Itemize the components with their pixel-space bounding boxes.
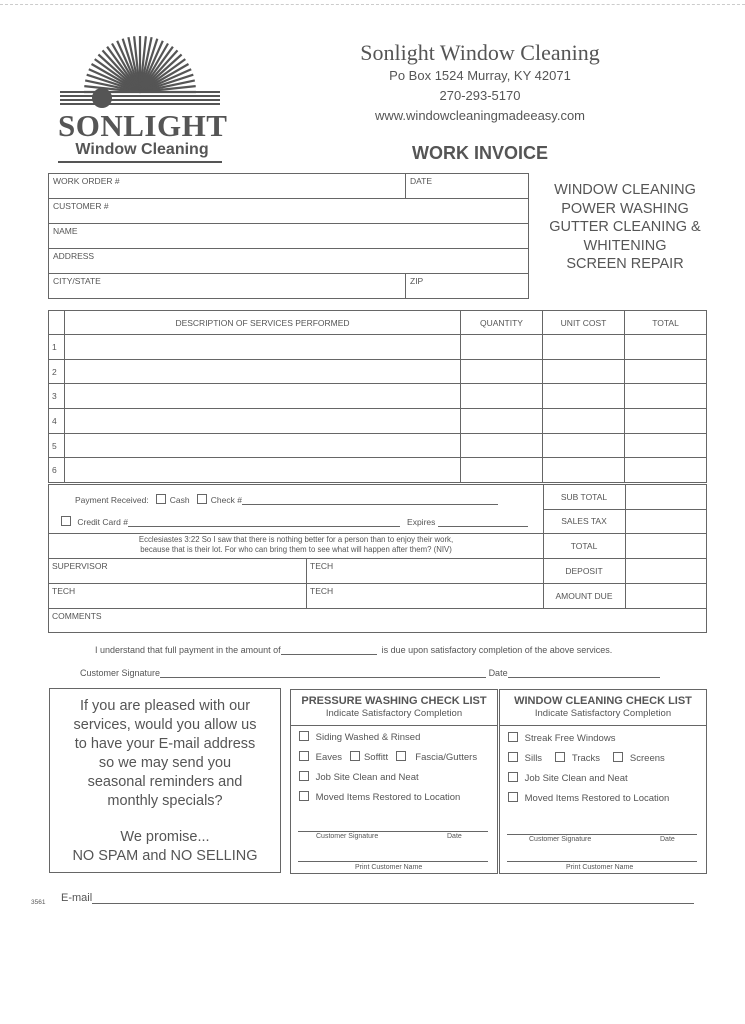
checklist-item: Job Site Clean and Neat xyxy=(508,772,628,784)
checklist-subtitle: Indicate Satisfactory Completion xyxy=(325,708,463,719)
address-field[interactable]: ADDRESS xyxy=(49,249,529,274)
no-spam-text: NO SPAM and NO SELLING xyxy=(72,848,258,864)
row-number: 2 xyxy=(49,359,65,384)
window-signature-line[interactable] xyxy=(507,834,697,835)
service-item: GUTTER CLEANING & xyxy=(549,219,701,235)
service-item: POWER WASHING xyxy=(561,200,689,217)
payment-section xyxy=(48,484,707,633)
comments-field[interactable]: COMMENTS xyxy=(52,611,102,621)
customer-info-table xyxy=(48,173,529,299)
bible-verse: Ecclesiastes 3:22 So I saw that there is nothing better for a person than to enjoy their work, because that is their lot. For who can bring them to see what will happen after them? (NIV) xyxy=(138,535,454,554)
payment-received-label: Payment Received: Cash Check # xyxy=(75,494,498,505)
page-top-edge xyxy=(0,4,745,5)
email-promo-box: If you are pleased with our services, would you allow us to have your E-mail address so we may send you seasonal reminders and monthly specials? We promise... NO SPAM and NO SELLING xyxy=(49,688,281,873)
service-item: SCREEN REPAIR xyxy=(566,256,684,272)
tracks-checkbox[interactable] xyxy=(555,752,565,762)
zip-field[interactable]: ZIP xyxy=(406,274,529,299)
customer-number-field[interactable]: CUSTOMER # xyxy=(49,199,529,224)
total-label: TOTAL xyxy=(570,541,598,551)
checklist-title: WINDOW CLEANING CHECK LIST xyxy=(514,695,692,707)
jobsite-checkbox[interactable] xyxy=(299,771,309,781)
sunrise-icon xyxy=(52,32,227,112)
checklist-title: PRESSURE WASHING CHECK LIST xyxy=(301,695,487,707)
services-table xyxy=(48,310,707,483)
cash-checkbox[interactable] xyxy=(156,494,166,504)
pressure-washing-checklist: PRESSURE WASHING CHECK LIST Indicate Satisfactory Completion Siding Washed & Rinsed Eaves Soffitt Fascia/Gutters Job Site Clean and Neat Moved Items Restored to Location Customer Signature Date Print Customer Name xyxy=(290,689,498,874)
checklist-item: Moved Items Restored to Location xyxy=(299,791,460,803)
sills-checkbox[interactable] xyxy=(508,752,518,762)
window-print-name-line[interactable] xyxy=(507,861,697,862)
checklist-item: Moved Items Restored to Location xyxy=(508,792,669,804)
row-number: 3 xyxy=(49,384,65,409)
siding-checkbox[interactable] xyxy=(299,731,309,741)
document-title: WORK INVOICE xyxy=(411,143,548,163)
name-field[interactable]: NAME xyxy=(49,224,529,249)
amount-line[interactable] xyxy=(281,654,377,655)
eaves-checkbox[interactable] xyxy=(299,751,309,761)
credit-card-checkbox[interactable] xyxy=(61,516,71,526)
logo-wordmark: SONLIGHT xyxy=(58,108,228,143)
row-number: 6 xyxy=(49,458,65,483)
tech-field[interactable]: TECH xyxy=(52,586,76,596)
tech-field[interactable]: TECH xyxy=(310,561,334,571)
company-logo xyxy=(52,32,227,164)
col-unit-cost: UNIT COST xyxy=(543,311,625,335)
email-line[interactable] xyxy=(92,903,694,904)
moved-items-checkbox[interactable] xyxy=(299,791,309,801)
check-number-line[interactable] xyxy=(242,504,498,505)
form-code: 3561 xyxy=(31,899,46,906)
city-state-field[interactable]: CITY/STATE xyxy=(49,274,406,299)
company-website: www.windowcleaningmadeeasy.com xyxy=(374,108,586,123)
check-checkbox[interactable] xyxy=(197,494,207,504)
company-name: Sonlight Window Cleaning xyxy=(360,40,600,65)
soffitt-checkbox[interactable] xyxy=(350,751,360,761)
moved-items-checkbox[interactable] xyxy=(508,792,518,802)
subtotal-label: SUB TOTAL xyxy=(560,492,608,502)
customer-signature-line[interactable] xyxy=(160,677,486,678)
amount-due-label: AMOUNT DUE xyxy=(555,591,613,601)
window-cleaning-checklist: WINDOW CLEANING CHECK LIST Indicate Satisfactory Completion Streak Free Windows Sills Tracks Screens Job Site Clean and Neat Moved Items Restored to Location Customer Signature Date Print Customer Name xyxy=(499,689,707,874)
logo-rule xyxy=(58,161,222,163)
jobsite-checkbox[interactable] xyxy=(508,772,518,782)
payment-agreement: I understand that full payment in the amount of is due upon satisfactory completion of the above services. xyxy=(95,645,613,655)
credit-card-line[interactable] xyxy=(128,526,400,527)
signature-row: Customer Signature Date xyxy=(80,668,660,678)
expires-line[interactable] xyxy=(438,526,528,527)
company-phone: 270-293-5170 xyxy=(439,88,521,103)
work-order-field[interactable]: WORK ORDER # xyxy=(49,174,406,199)
signature-date-line[interactable] xyxy=(508,677,660,678)
table-row xyxy=(49,409,707,434)
col-quantity: QUANTITY xyxy=(461,311,543,335)
sales-tax-label: SALES TAX xyxy=(561,516,607,526)
row-number: 1 xyxy=(49,335,65,360)
table-row xyxy=(49,433,707,458)
col-description: DESCRIPTION OF SERVICES PERFORMED xyxy=(65,311,461,335)
supervisor-field[interactable]: SUPERVISOR xyxy=(52,561,108,571)
service-item: WHITENING xyxy=(583,237,667,254)
checklist-item: Eaves Soffitt Fascia/Gutters xyxy=(299,751,477,763)
fascia-checkbox[interactable] xyxy=(396,751,406,761)
table-row xyxy=(49,458,707,483)
company-address: Po Box 1524 Murray, KY 42071 xyxy=(389,68,571,83)
pressure-signature-line[interactable] xyxy=(298,831,488,832)
checklist-subtitle: Indicate Satisfactory Completion xyxy=(534,708,672,719)
table-row xyxy=(49,335,707,360)
pressure-print-name-line[interactable] xyxy=(298,861,488,862)
credit-card-row: Credit Card # Expires xyxy=(61,516,528,527)
row-number: 5 xyxy=(49,433,65,458)
promise-text: We promise... xyxy=(120,829,210,845)
screens-checkbox[interactable] xyxy=(613,752,623,762)
checklist-item: Sills Tracks Screens xyxy=(508,752,665,764)
checklist-item: Siding Washed & Rinsed xyxy=(299,731,420,743)
date-field[interactable]: DATE xyxy=(406,174,529,199)
streak-free-checkbox[interactable] xyxy=(508,732,518,742)
service-item: WINDOW CLEANING xyxy=(554,182,696,198)
email-row: E-mail xyxy=(61,892,694,904)
table-row xyxy=(49,359,707,384)
checklist-item: Streak Free Windows xyxy=(508,732,615,744)
logo-subtitle: Window Cleaning xyxy=(75,141,209,158)
tech-field[interactable]: TECH xyxy=(310,586,334,596)
checklist-item: Job Site Clean and Neat xyxy=(299,771,419,783)
table-row xyxy=(49,384,707,409)
deposit-label: DEPOSIT xyxy=(565,566,603,576)
col-total: TOTAL xyxy=(625,311,707,335)
row-number: 4 xyxy=(49,409,65,434)
services-list xyxy=(535,181,715,274)
